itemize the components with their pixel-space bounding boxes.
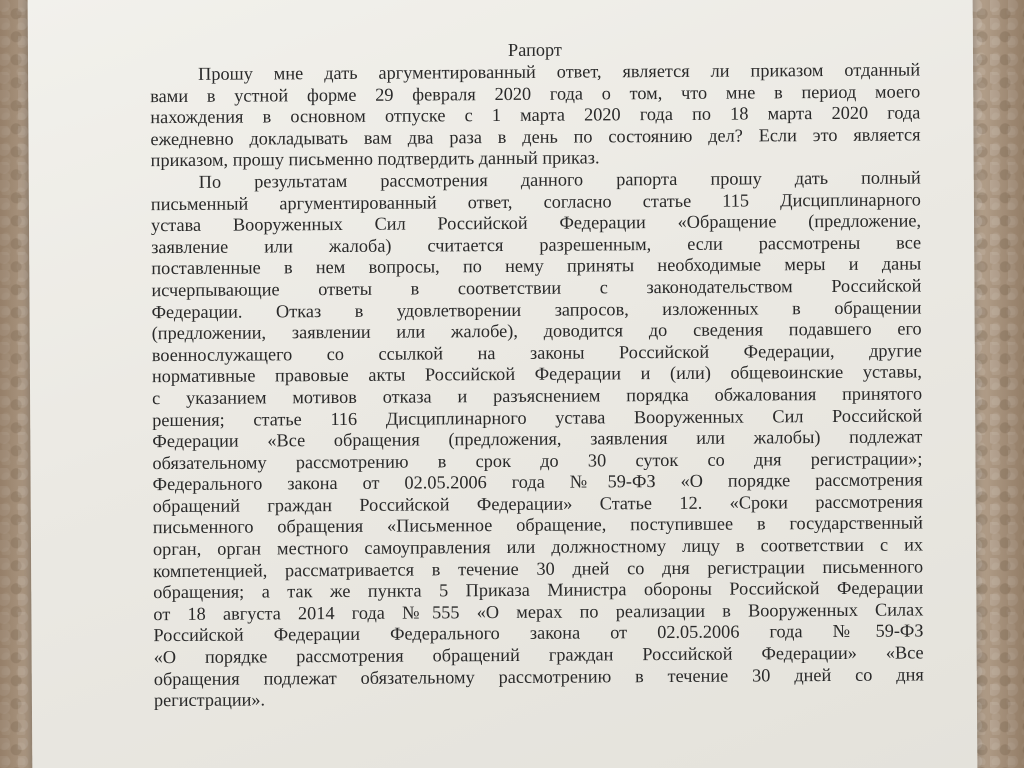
text-line: военнослужащего со ссылкой на законы Российской Федерации, другие (151, 340, 922, 365)
text-line: поставленные в нем вопросы, по нему приняты необходимые меры и даны (151, 253, 922, 279)
text-line: Федерального закона от 02.05.2006 года №59-ФЗ «О порядке рассмотрения (152, 469, 923, 495)
carpet-background-right (974, 0, 1024, 768)
text-line: Федерации. Отказ в удовлетворении запросов, изложенных в обращении (151, 296, 922, 322)
text-line: обращений граждан Российской Федерации» Статье 12. «Сроки рассмотрения (152, 491, 923, 517)
text-line: Прошу мне дать аргументированный ответ, является ли приказом отданный (198, 59, 921, 84)
text-line: Федерации «Все обращения (предложения, заявления или жалобы) подлежат (152, 426, 923, 452)
text-line: Российской Федерации Федерального закона от 02.05.2006 года №59-ФЗ (153, 620, 924, 646)
text-line: По результатам рассмотрения данного рапорта прошу дать полный (198, 167, 921, 192)
text-line: исчерпывающие ответы в соответствии с законодательством Российской (151, 275, 922, 301)
text-line: нахождения в основном отпуске с 1 марта 2020 года по 18 марта 2020 года (150, 102, 921, 128)
text-line: (предложении, заявлении или жалобе), доводится до сведения подавшего его (151, 318, 922, 344)
report-document (150, 35, 924, 712)
text-line: с указанием мотивов отказа и разъяснением порядка обжалования принятого (152, 383, 923, 409)
text-line: приказом, прошу письменно подтвердить данный приказ. (150, 147, 600, 171)
text-line: обращения; а так же пункта 5 Приказа Министра обороны Российской Федерации (153, 577, 924, 603)
text-line: обращения подлежат обязательному рассмотрению в течение 30 дней со дня (153, 664, 924, 689)
text-line: заявление или жалоба) считается разрешенным, если рассмотрены все (151, 232, 922, 257)
text-line: орган, орган местного самоуправления или должностному лицу в соответствии с их (152, 534, 924, 560)
text-line: устава Вооруженных Сил Российской Федерации «Обращение (предложение, (150, 210, 922, 236)
text-line: «О порядке рассмотрения обращений граждан Российской Федерации» «Все (153, 642, 924, 668)
text-line: компетенцией, рассматривается в течение 30 дней со дня регистрации письменного (153, 556, 924, 581)
text-line: ежедневно докладывать вам два раза в день по состоянию дел? Если это является (150, 124, 921, 149)
paragraph-request (150, 59, 921, 172)
text-line: от 18 августа 2014 года №555 «О мерах по реализации в Вооруженных Силах (153, 599, 924, 624)
text-line: письменного обращения «Письменное обращение, поступившее в государственный (152, 512, 923, 538)
paragraph-legal-basis (151, 167, 924, 712)
text-line: письменный аргументированный ответ, согласно статье 115 Дисциплинарного (150, 189, 921, 214)
text-line: вами в устной форме 29 февраля 2020 года о том, что мне в период моего (150, 81, 921, 106)
paper-sheet (28, 0, 978, 768)
text-line: регистрации». (153, 689, 266, 711)
text-line: обязательному рассмотрению в срок до 30 суток со дня регистрации»; (152, 448, 923, 473)
text-line: нормативные правовые акты Российской Федерации и (или) общевоинские уставы, (151, 361, 922, 387)
text-line: решения; статье 116 Дисциплинарного устава Вооруженных Сил Российской (152, 404, 923, 430)
document-title: Рапорт (507, 39, 562, 60)
